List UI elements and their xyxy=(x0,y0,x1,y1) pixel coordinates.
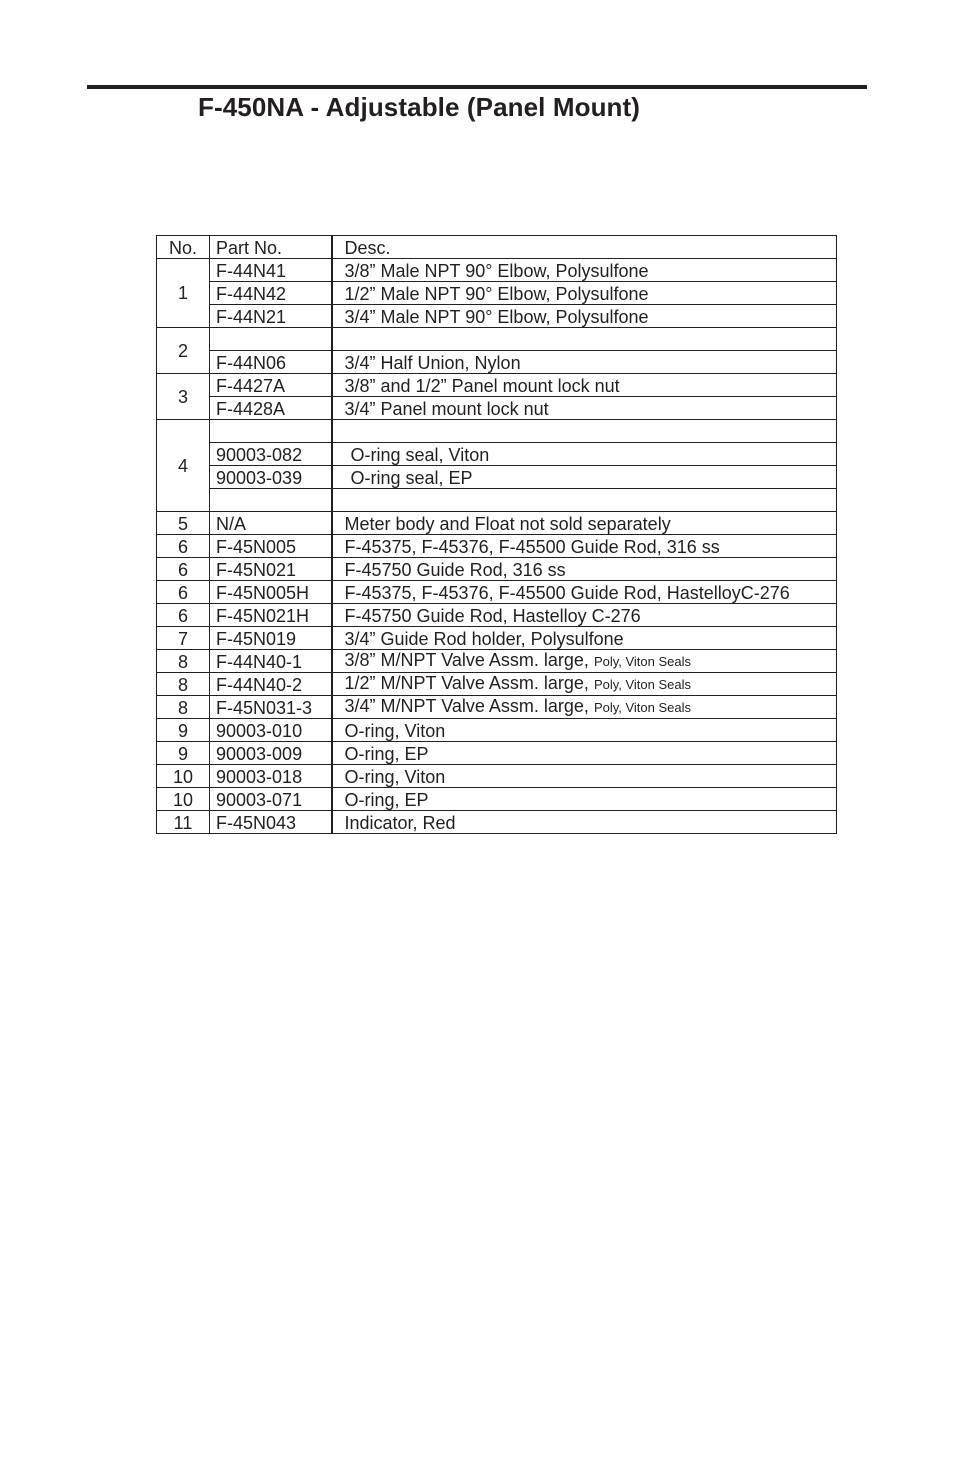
parts-table xyxy=(156,235,837,834)
table-row xyxy=(157,535,837,558)
part-desc: F-45750 Guide Rod, Hastelloy C-276 xyxy=(332,604,837,627)
part-no xyxy=(210,420,332,443)
item-no: 2 xyxy=(157,328,210,374)
part-no: F-44N06 xyxy=(210,351,332,374)
part-desc: O-ring, EP xyxy=(332,742,837,765)
part-desc-cell xyxy=(332,673,837,696)
part-desc: 3/8” Male NPT 90° Elbow, Polysulfone xyxy=(332,259,837,282)
part-no: F-45N021 xyxy=(210,558,332,581)
item-no: 9 xyxy=(157,719,210,742)
header-part-no: Part No. xyxy=(210,236,332,259)
part-no: F-44N42 xyxy=(210,282,332,305)
part-desc: 1/2” Male NPT 90° Elbow, Polysulfone xyxy=(332,282,837,305)
part-no: 90003-039 xyxy=(210,466,332,489)
part-no: F-45N021H xyxy=(210,604,332,627)
table-row xyxy=(157,489,837,512)
table-row xyxy=(157,696,837,719)
item-no: 10 xyxy=(157,788,210,811)
table-row xyxy=(157,627,837,650)
item-no: 6 xyxy=(157,604,210,627)
item-no: 6 xyxy=(157,581,210,604)
part-no xyxy=(210,328,332,351)
table-row xyxy=(157,328,837,351)
item-no: 6 xyxy=(157,535,210,558)
table-row xyxy=(157,811,837,834)
part-no: N/A xyxy=(210,512,332,535)
item-no: 1 xyxy=(157,259,210,328)
item-no: 3 xyxy=(157,374,210,420)
part-desc-cell xyxy=(332,696,837,719)
table-row xyxy=(157,466,837,489)
part-desc: 3/4” Half Union, Nylon xyxy=(332,351,837,374)
table-row xyxy=(157,604,837,627)
table-row xyxy=(157,351,837,374)
part-desc: 3/8” M/NPT Valve Assm. large, xyxy=(344,650,589,670)
part-desc xyxy=(332,489,837,512)
table-row xyxy=(157,374,837,397)
part-no: F-4428A xyxy=(210,397,332,420)
part-no: F-44N40-1 xyxy=(210,650,332,673)
part-no: F-44N21 xyxy=(210,305,332,328)
header-desc: Desc. xyxy=(332,236,837,259)
table-row xyxy=(157,765,837,788)
header-no: No. xyxy=(157,236,210,259)
part-no: F-45N043 xyxy=(210,811,332,834)
part-desc: 3/4” Guide Rod holder, Polysulfone xyxy=(332,627,837,650)
table-row xyxy=(157,742,837,765)
part-desc: 3/4” Male NPT 90° Elbow, Polysulfone xyxy=(332,305,837,328)
part-desc: O-ring, EP xyxy=(332,788,837,811)
part-desc: O-ring, Viton xyxy=(332,765,837,788)
item-no: 8 xyxy=(157,650,210,673)
header-rule xyxy=(87,85,867,89)
table-row xyxy=(157,512,837,535)
item-no: 5 xyxy=(157,512,210,535)
part-desc: O-ring seal, Viton xyxy=(332,443,837,466)
part-desc-note: Poly, Viton Seals xyxy=(593,700,692,715)
item-no: 10 xyxy=(157,765,210,788)
table-row xyxy=(157,420,837,443)
table-row xyxy=(157,397,837,420)
part-desc: 3/4” M/NPT Valve Assm. large, xyxy=(344,696,589,716)
part-no: 90003-010 xyxy=(210,719,332,742)
item-no: 4 xyxy=(157,420,210,512)
part-desc xyxy=(332,420,837,443)
item-no: 8 xyxy=(157,696,210,719)
table-row xyxy=(157,282,837,305)
part-desc: 3/4” Panel mount lock nut xyxy=(332,397,837,420)
item-no: 7 xyxy=(157,627,210,650)
part-no: F-45N005 xyxy=(210,535,332,558)
part-desc: O-ring seal, EP xyxy=(332,466,837,489)
part-desc: F-45375, F-45376, F-45500 Guide Rod, 316 ss xyxy=(332,535,837,558)
part-desc-note: Poly, Viton Seals xyxy=(593,654,692,669)
page-title: F-450NA - Adjustable (Panel Mount) xyxy=(198,92,641,122)
table-row xyxy=(157,650,837,673)
table-row xyxy=(157,443,837,466)
part-desc xyxy=(332,328,837,351)
part-no: 90003-082 xyxy=(210,443,332,466)
item-no: 6 xyxy=(157,558,210,581)
part-desc: F-45750 Guide Rod, 316 ss xyxy=(332,558,837,581)
item-no: 11 xyxy=(157,811,210,834)
part-no: F-44N40-2 xyxy=(210,673,332,696)
part-desc: O-ring, Viton xyxy=(332,719,837,742)
part-no: F-45N031-3 xyxy=(210,696,332,719)
part-desc: Meter body and Float not sold separately xyxy=(332,512,837,535)
table-row xyxy=(157,558,837,581)
part-desc: 3/8” and 1/2” Panel mount lock nut xyxy=(332,374,837,397)
part-no: 90003-009 xyxy=(210,742,332,765)
table-row xyxy=(157,673,837,696)
part-no xyxy=(210,489,332,512)
part-no: F-45N019 xyxy=(210,627,332,650)
table-row xyxy=(157,788,837,811)
part-no: 90003-071 xyxy=(210,788,332,811)
part-desc: F-45375, F-45376, F-45500 Guide Rod, HastelloyC-276 xyxy=(332,581,837,604)
part-desc-note: Poly, Viton Seals xyxy=(593,677,692,692)
table-row xyxy=(157,259,837,282)
item-no: 8 xyxy=(157,673,210,696)
part-no: 90003-018 xyxy=(210,765,332,788)
item-no: 9 xyxy=(157,742,210,765)
table-row xyxy=(157,581,837,604)
part-desc-cell xyxy=(332,650,837,673)
part-desc: 1/2” M/NPT Valve Assm. large, xyxy=(344,673,589,693)
table-row xyxy=(157,719,837,742)
part-no: F-44N41 xyxy=(210,259,332,282)
table-row xyxy=(157,305,837,328)
part-no: F-4427A xyxy=(210,374,332,397)
part-no: F-45N005H xyxy=(210,581,332,604)
table-header-row xyxy=(157,236,837,259)
part-desc: Indicator, Red xyxy=(332,811,837,834)
